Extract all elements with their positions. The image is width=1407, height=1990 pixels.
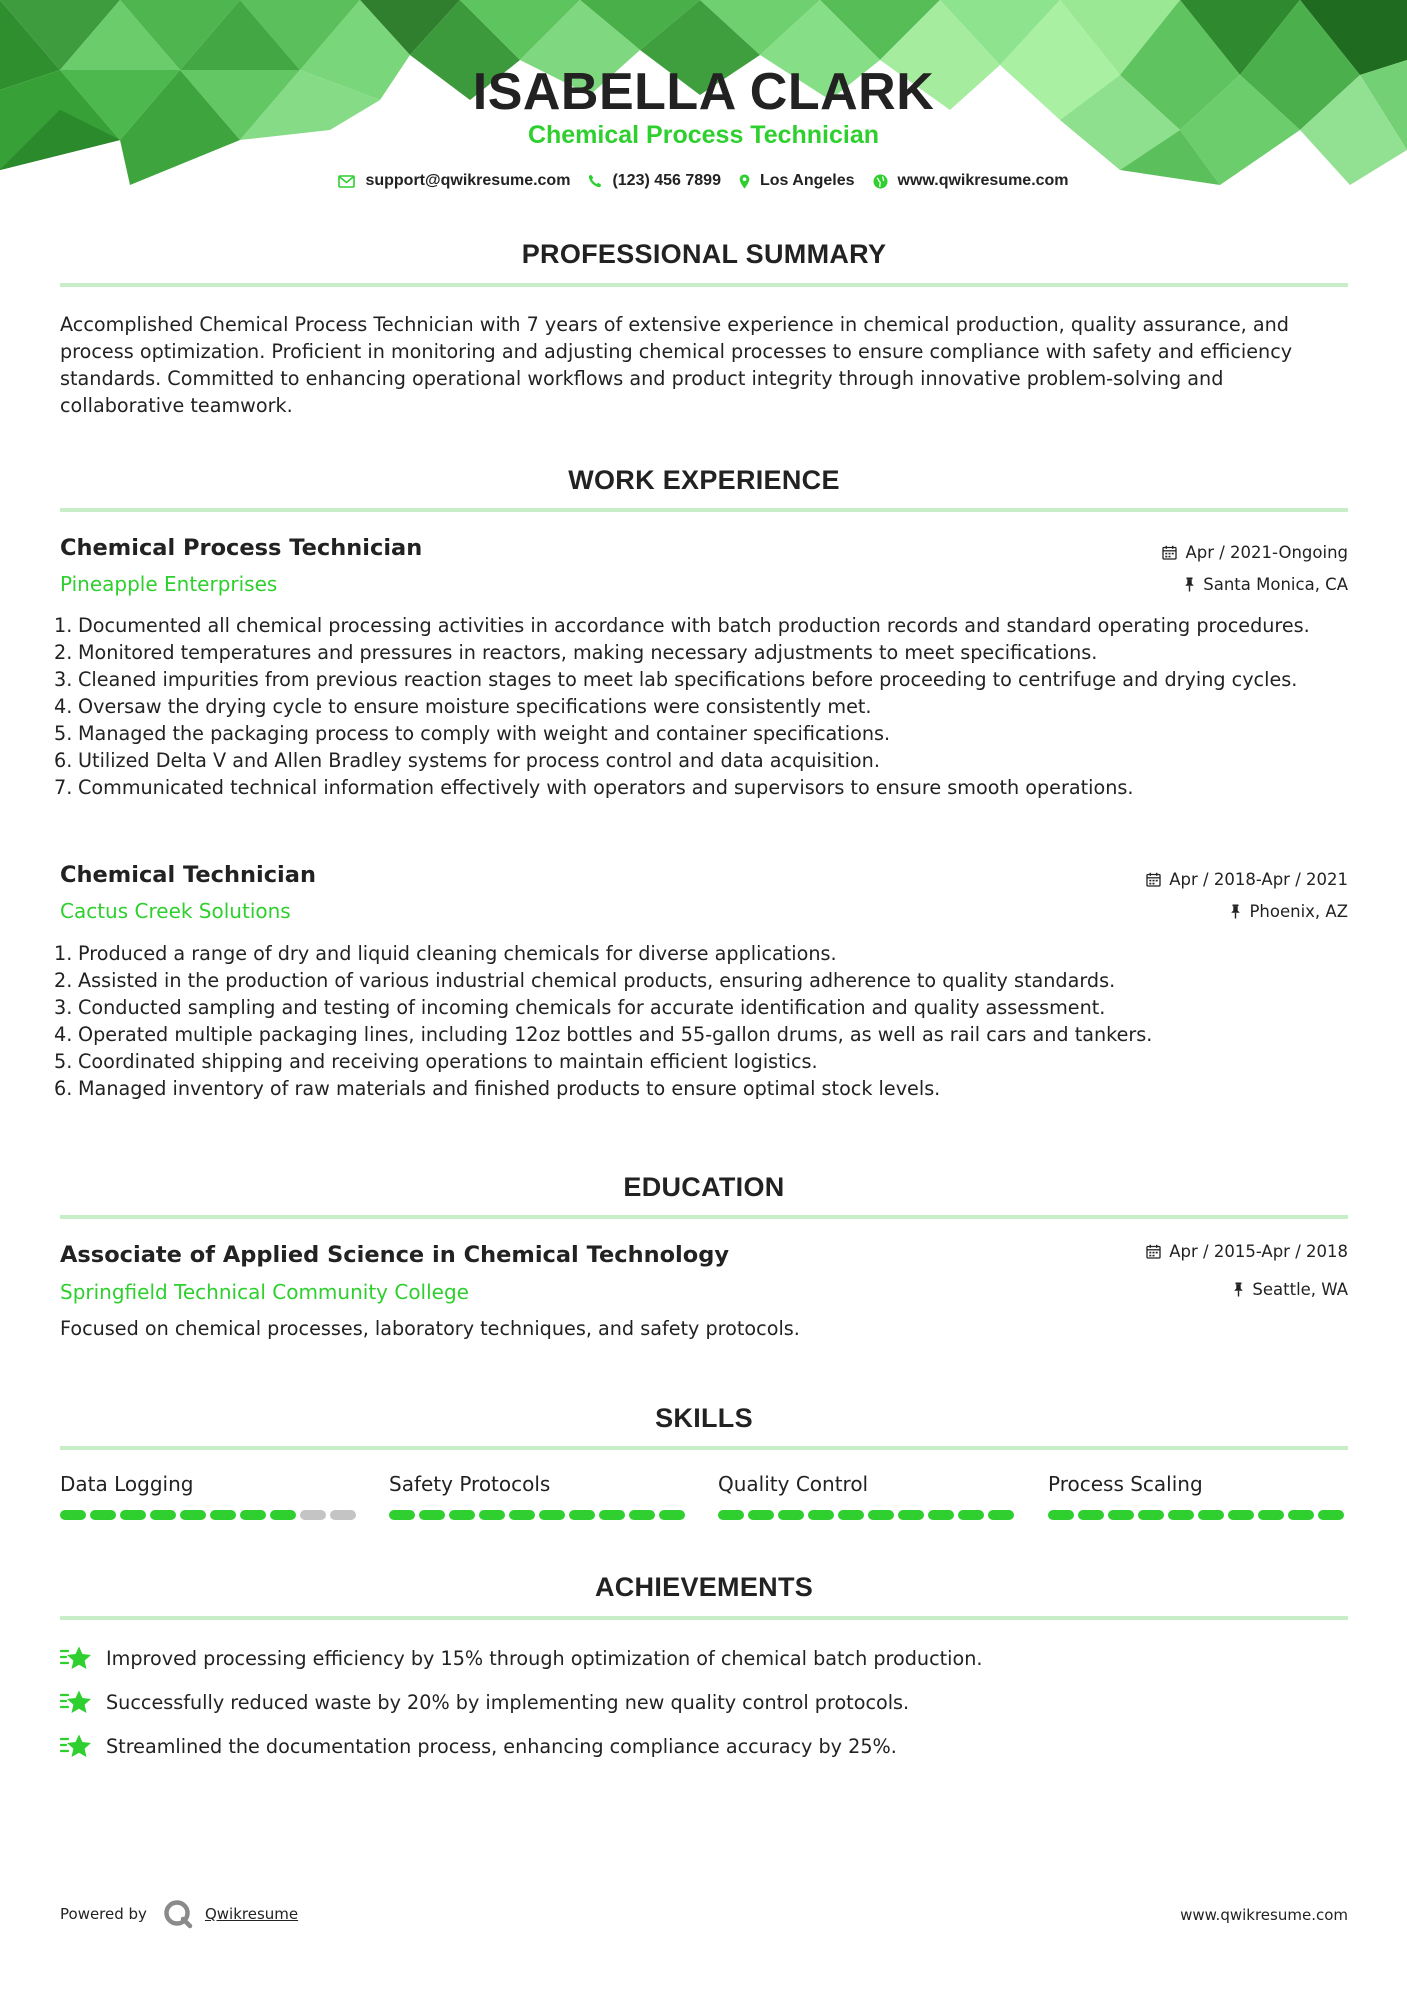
footer-website-link[interactable]: www.qwikresume.com	[1180, 1906, 1348, 1924]
skill-segment-filled	[1318, 1510, 1344, 1520]
contact-website[interactable]	[873, 172, 1069, 190]
job-1-location-text: Santa Monica, CA	[1203, 575, 1348, 594]
skill-segment-filled	[419, 1510, 445, 1520]
job-1-bullets	[54, 612, 1353, 801]
skill-name: Safety Protocols	[389, 1472, 551, 1496]
achievements-divider	[60, 1616, 1348, 1620]
phone-text: (123) 456 7899	[612, 172, 721, 189]
skill-segment-filled	[90, 1510, 116, 1520]
skill-segment-filled	[659, 1510, 685, 1520]
education-school: Springfield Technical Community College	[60, 1280, 469, 1304]
skill-segment-filled	[1108, 1510, 1134, 1520]
achievement-text: Streamlined the documentation process, enhancing compliance accuracy by 25%.	[106, 1735, 897, 1758]
job-2-dates-text: Apr / 2018-Apr / 2021	[1169, 870, 1348, 889]
skill-segment-filled	[389, 1510, 415, 1520]
contact-location	[739, 172, 855, 190]
star-achievement-icon	[60, 1733, 93, 1760]
education-heading: EDUCATION	[623, 1172, 785, 1202]
pushpin-icon	[1184, 577, 1195, 592]
candidate-title: Chemical Process Technician	[527, 121, 880, 149]
skill-segment-filled	[1258, 1510, 1284, 1520]
skill-segment-filled	[509, 1510, 535, 1520]
skill-segment-filled	[270, 1510, 296, 1520]
skill-segment-filled	[210, 1510, 236, 1520]
skill-segment-filled	[629, 1510, 655, 1520]
skill-segment-filled	[958, 1510, 984, 1520]
list-item: 4. Operated multiple packaging lines, including 12oz bottles and 55-gallon drums, as well as rail cars and tankers.	[54, 1023, 1153, 1046]
calendar-icon	[1162, 545, 1177, 560]
skill-segment-filled	[539, 1510, 565, 1520]
skill-segment-filled	[898, 1510, 924, 1520]
skill-rating-bar	[60, 1510, 356, 1520]
calendar-icon	[1146, 872, 1161, 887]
job-1-dates-text: Apr / 2021-Ongoing	[1185, 543, 1348, 562]
candidate-name: ISABELLA CLARK	[472, 63, 935, 121]
list-item: 6. Utilized Delta V and Allen Bradley systems for process control and data acquisition.	[54, 749, 880, 772]
skill-segment-filled	[599, 1510, 625, 1520]
job-2-bullets	[54, 940, 1353, 1102]
skill-segment-filled	[748, 1510, 774, 1520]
skill-segment-filled	[479, 1510, 505, 1520]
education-dates-text: Apr / 2015-Apr / 2018	[1169, 1242, 1348, 1261]
education-dates	[1146, 1242, 1348, 1261]
list-item: 4. Oversaw the drying cycle to ensure moisture specifications were consistently met.	[54, 695, 872, 718]
qwikresume-logo-icon	[163, 1899, 193, 1929]
contact-email[interactable]	[338, 172, 570, 190]
experience-heading: WORK EXPERIENCE	[568, 465, 840, 495]
skill-segment-filled	[1168, 1510, 1194, 1520]
skill-segment-filled	[1078, 1510, 1104, 1520]
map-pin-icon	[739, 174, 750, 189]
skill-name: Quality Control	[718, 1472, 869, 1496]
list-item: 2. Monitored temperatures and pressures in reactors, making necessary adjustments to meet specifications.	[54, 641, 1098, 664]
skill-segment-filled	[1228, 1510, 1254, 1520]
email-text: support@qwikresume.com	[365, 172, 571, 189]
job-1-company: Pineapple Enterprises	[60, 572, 278, 596]
education-divider	[60, 1215, 1348, 1219]
skill-segment-filled	[150, 1510, 176, 1520]
achievement-item	[60, 1645, 983, 1672]
skill-segment-filled	[240, 1510, 266, 1520]
skill-segment-filled	[718, 1510, 744, 1520]
list-item: 2. Assisted in the production of various industrial chemical products, ensuring adherence to quality standards.	[54, 969, 1116, 992]
job-2-location-text: Phoenix, AZ	[1249, 902, 1348, 921]
job-2-location	[1230, 902, 1348, 921]
job-2-company: Cactus Creek Solutions	[60, 899, 291, 923]
skill-rating-bar	[718, 1510, 1014, 1520]
list-item: 5. Managed the packaging process to comply with weight and container specifications.	[54, 722, 891, 745]
list-item: 3. Cleaned impurities from previous reaction stages to meet lab specifications before proceeding to centrifuge and drying cycles.	[54, 668, 1298, 691]
skill-segment-filled	[60, 1510, 86, 1520]
job-2-role: Chemical Technician	[60, 862, 316, 888]
calendar-icon	[1146, 1244, 1161, 1259]
skill-segment-empty	[300, 1510, 326, 1520]
pushpin-icon	[1233, 1282, 1244, 1297]
list-item: 7. Communicated technical information effectively with operators and supervisors to ensure smooth operations.	[54, 776, 1134, 799]
contact-phone[interactable]	[588, 172, 721, 190]
footer-powered-by	[60, 1899, 298, 1929]
achievements-heading: ACHIEVEMENTS	[594, 1572, 814, 1602]
skill-segment-filled	[868, 1510, 894, 1520]
list-item: 6. Managed inventory of raw materials and finished products to ensure optimal stock levels.	[54, 1077, 941, 1100]
pushpin-icon	[1230, 904, 1241, 919]
skills-heading: SKILLS	[655, 1403, 753, 1433]
skill-segment-filled	[569, 1510, 595, 1520]
list-item: 3. Conducted sampling and testing of incoming chemicals for accurate identification and quality assessment.	[54, 996, 1106, 1019]
phone-icon	[588, 174, 602, 188]
achievement-text: Successfully reduced waste by 20% by implementing new quality control protocols.	[106, 1691, 910, 1714]
star-achievement-icon	[60, 1645, 93, 1672]
skill-segment-filled	[808, 1510, 834, 1520]
achievement-item	[60, 1733, 897, 1760]
skill-segment-filled	[838, 1510, 864, 1520]
list-item: 1. Produced a range of dry and liquid cleaning chemicals for diverse applications.	[54, 942, 837, 965]
skill-rating-bar	[1048, 1510, 1344, 1520]
job-1-location	[1184, 575, 1348, 594]
skill-segment-filled	[988, 1510, 1014, 1520]
experience-divider	[60, 508, 1348, 512]
envelope-icon	[338, 175, 355, 188]
skill-rating-bar	[389, 1510, 685, 1520]
summary-divider	[60, 283, 1348, 287]
summary-heading: PROFESSIONAL SUMMARY	[521, 239, 887, 269]
star-achievement-icon	[60, 1689, 93, 1716]
powered-by-label: Powered by	[60, 1905, 147, 1923]
summary-text: Accomplished Chemical Process Technician with 7 years of extensive experience in chemical production, quality assurance, and process optimization. Proficient in monitoring and adjusting chemical processes to ensure compliance with safety and efficiency standards. Committed to enhancing operational workflows and product integrity through innovative problem-solving and collaborative teamwork.	[60, 313, 1293, 417]
skills-divider	[60, 1446, 1348, 1450]
website-text: www.qwikresume.com	[897, 172, 1069, 189]
job-2-dates	[1146, 870, 1348, 889]
achievement-item	[60, 1689, 909, 1716]
achievement-text: Improved processing efficiency by 15% through optimization of chemical batch production.	[106, 1647, 983, 1670]
skill-segment-filled	[1198, 1510, 1224, 1520]
skill-segment-filled	[1048, 1510, 1074, 1520]
list-item: 1. Documented all chemical processing activities in accordance with batch production records and standard operating procedures.	[54, 614, 1310, 637]
location-text: Los Angeles	[759, 172, 855, 189]
globe-icon	[873, 174, 888, 189]
skill-segment-filled	[180, 1510, 206, 1520]
contact-bar	[0, 172, 1407, 190]
skill-segment-filled	[1138, 1510, 1164, 1520]
job-1-dates	[1162, 543, 1348, 562]
education-location	[1233, 1280, 1348, 1299]
skill-segment-filled	[778, 1510, 804, 1520]
skill-segment-filled	[120, 1510, 146, 1520]
skill-segment-filled	[1288, 1510, 1314, 1520]
skill-segment-filled	[449, 1510, 475, 1520]
education-location-text: Seattle, WA	[1252, 1280, 1348, 1299]
list-item: 5. Coordinated shipping and receiving operations to maintain efficient logistics.	[54, 1050, 818, 1073]
skill-segment-empty	[330, 1510, 356, 1520]
skill-name: Data Logging	[60, 1472, 194, 1496]
skill-name: Process Scaling	[1048, 1472, 1203, 1496]
qwikresume-link[interactable]: Qwikresume	[204, 1905, 299, 1923]
education-degree: Associate of Applied Science in Chemical Technology	[60, 1242, 730, 1268]
job-1-role: Chemical Process Technician	[60, 535, 423, 561]
skill-segment-filled	[928, 1510, 954, 1520]
education-description: Focused on chemical processes, laboratory techniques, and safety protocols.	[60, 1317, 800, 1340]
